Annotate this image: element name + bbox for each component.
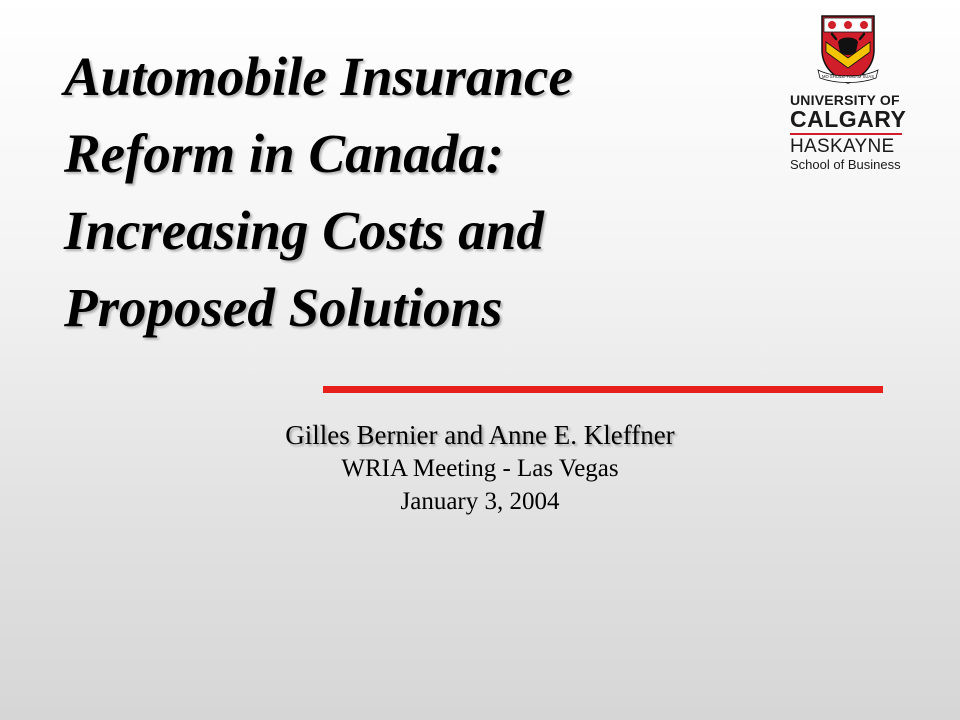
slide-title	[64, 38, 744, 346]
title-line-1: Automobile Insurance	[64, 46, 573, 107]
logo-calgary: CALGARY	[790, 106, 907, 132]
meeting-name: WRIA Meeting - Las Vegas	[341, 455, 619, 482]
logo-rule	[790, 133, 902, 135]
title-line-3: Increasing Costs and	[64, 200, 544, 261]
university-crest-icon	[816, 12, 880, 86]
logo-school-of-business: School of Business	[790, 157, 901, 172]
university-logo	[790, 12, 908, 172]
red-divider-rule	[323, 386, 883, 393]
authors: Gilles Bernier and Anne E. Kleffner	[285, 420, 675, 450]
title-line-2: Reform in Canada:	[64, 123, 505, 184]
presentation-date: January 3, 2004	[400, 488, 560, 515]
crest-motto: MO SHÙILE TOGAM SUAS	[822, 74, 874, 79]
subtitle-block	[130, 418, 830, 518]
title-line-4: Proposed Solutions	[64, 277, 503, 338]
logo-haskayne: HASKAYNE	[790, 136, 895, 157]
logo-university-of: UNIVERSITY OF	[790, 92, 900, 108]
